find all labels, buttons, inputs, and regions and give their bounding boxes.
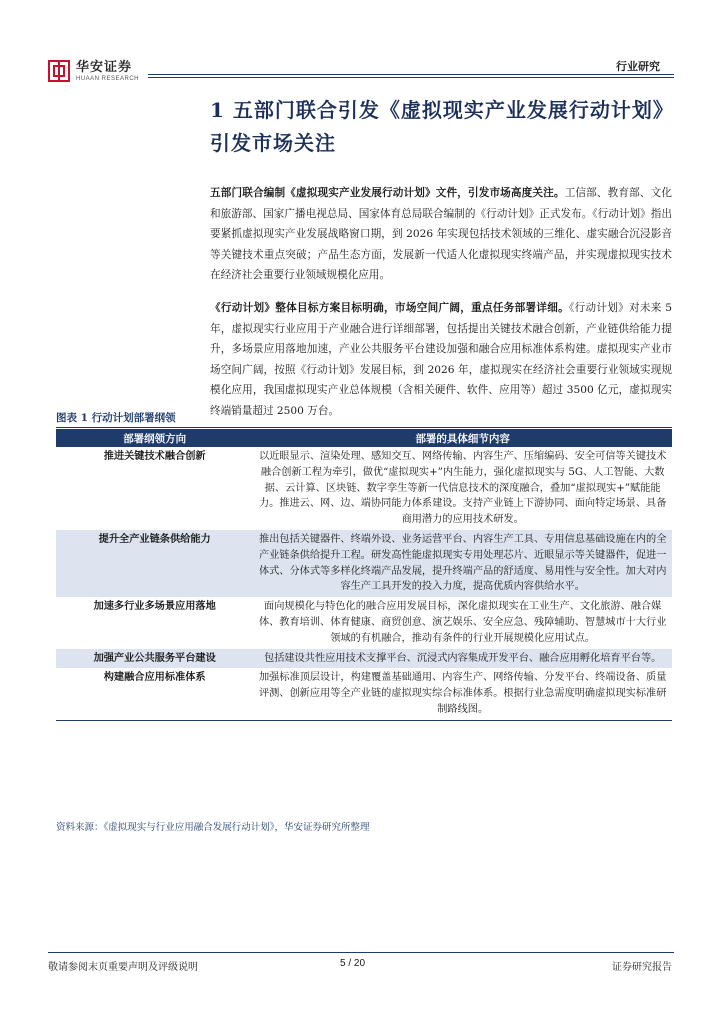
- row-direction: 提升全产业链条供给能力: [56, 530, 253, 597]
- table-row: [56, 530, 672, 597]
- column-header-direction: 部署纲领方向: [56, 429, 253, 447]
- footer-report-type: 证券研究报告: [612, 962, 672, 973]
- paragraph-1-lead: 五部门联合编制《虚拟现实产业发展行动计划》文件，引发市场高度关注。: [210, 187, 565, 199]
- table-row: [56, 597, 672, 648]
- paragraph-2-lead: 《行动计划》整体目标方案目标明确，市场空间广阔，重点任务部署详细。: [210, 302, 569, 314]
- header-divider-2: [148, 77, 674, 78]
- row-direction: 构建融合应用标准体系: [56, 668, 253, 720]
- logo-subtitle: HUAAN RESEARCH: [76, 75, 140, 82]
- page-number: 5 / 20: [340, 958, 366, 969]
- figure-title-rule: [56, 427, 672, 428]
- section-title-line-2: 引发市场关注: [210, 131, 336, 155]
- row-direction: 推进关键技术融合创新: [103, 450, 206, 462]
- row-detail: 加强标准顶层设计，构建覆盖基础通用、内容生产、网络传输、分发平台、终端设备、质量评测、创新应用等全产业链的虚拟现实综合标准体系。根据行业急需度明确虚拟现实标准研制路线图。: [253, 668, 672, 720]
- paragraph-1-body: 工信部、教育部、文化和旅游部、国家广播电视总局、国家体育总局联合编制的《行动计划》正式发布。《行动计划》指出要紧抓虚拟现实产业发展战略窗口期，到 2026 年实现包括技术领域的三维化、虚实融合沉浸影音等关键技术重点突破；产品生态方面，发展新一代适人化虚拟现实终端产品，并实现虚拟现实技术在经济社会重要行业领域规模化应用。: [210, 187, 673, 282]
- table-row: [56, 649, 672, 669]
- footer-disclaimer: 敬请参阅末页重要声明及评级说明: [48, 962, 198, 973]
- page-header: [48, 56, 674, 88]
- row-detail: 推出包括关键器件、终端外设、业务运营平台、内容生产工具、专用信息基础设施在内的全产业链条供给提升工程。研发高性能虚拟现实专用处理芯片、近眼显示等关键器件，促进一体式、分体式等多样化终端产品发展，提升终端产品的舒适度、易用性与安全性。加大对内容生产工具开发的投入力度，提高优质内容供给水平。: [253, 530, 672, 597]
- row-direction: 加速多行业多场景应用落地: [93, 600, 216, 613]
- footer-divider: [48, 952, 674, 953]
- table-header-row: [56, 429, 672, 447]
- logo-name: 华安证券: [76, 59, 133, 75]
- header-divider: [148, 74, 674, 75]
- section-title: [210, 94, 674, 160]
- row-detail: 以近眼显示、渲染处理、感知交互、网络传输、内容生产、压缩编码、安全可信等关键技术融合创新工程为牵引，做优“虚拟现实+”内生能力，强化虚拟现实与 5G、人工智能、大数据、云计算、区块链、数字孪生等新一代信息技术的深度融合，叠加“虚拟现实+”赋能能力。推进云、网、边、端协同能力体系建设。支持产业链上下游协同、面向特定场景、具备商用潜力的应用技术研发。: [258, 451, 667, 526]
- row-detail: 面向规模化与特色化的融合应用发展目标，深化虚拟现实在工业生产、文化旅游、融合媒体、教育培训、体育健康、商贸创意、演艺娱乐、安全应急、残障辅助、智慧城市十大行业领域的有机融合，推动有条件的行业开展规模化应用试点。: [258, 601, 667, 644]
- plan-table: [56, 429, 672, 721]
- report-category: 行业研究: [616, 60, 660, 73]
- table-row: [56, 447, 672, 530]
- figure-title: 图表 1 行动计划部署纲领: [56, 412, 176, 424]
- row-detail: 包括建设共性应用技术支撑平台、沉浸式内容集成开发平台、融合应用孵化培育平台等。: [253, 649, 672, 669]
- row-direction: 加强产业公共服务平台建设: [56, 649, 253, 669]
- company-logo: [48, 60, 139, 82]
- section-title-line-1: 1 五部门联合引发《虚拟现实产业发展行动计划》: [210, 98, 674, 122]
- table-row: [56, 668, 672, 720]
- paragraph-1: [210, 183, 672, 286]
- column-header-detail: 部署的具体细节内容: [253, 429, 672, 447]
- paragraph-2: [210, 298, 672, 422]
- logo-icon: [48, 60, 70, 82]
- paragraph-2-body: 《行动计划》对未来 5 年，虚拟现实行业应用于产业融合进行详细部署，包括提出关键技术融合创新，产业链供给能力提升，多场景应用落地加速，产业公共服务平台建设加强和融合应用标准体系构建。虚拟现实产业市场空间广阔，按照《行动计划》发展目标，到 2026 年，虚拟现实在经济社会重要行业领域实现规模化应用，我国虚拟现实产业总体规模（含相关硬件、软件、应用等）超过 3500 亿元，虚拟现实终端销量超过 2500 万台。: [210, 302, 672, 417]
- figure-source: 资料来源：《虚拟现实与行业应用融合发展行动计划》，华安证券研究所整理: [56, 822, 370, 833]
